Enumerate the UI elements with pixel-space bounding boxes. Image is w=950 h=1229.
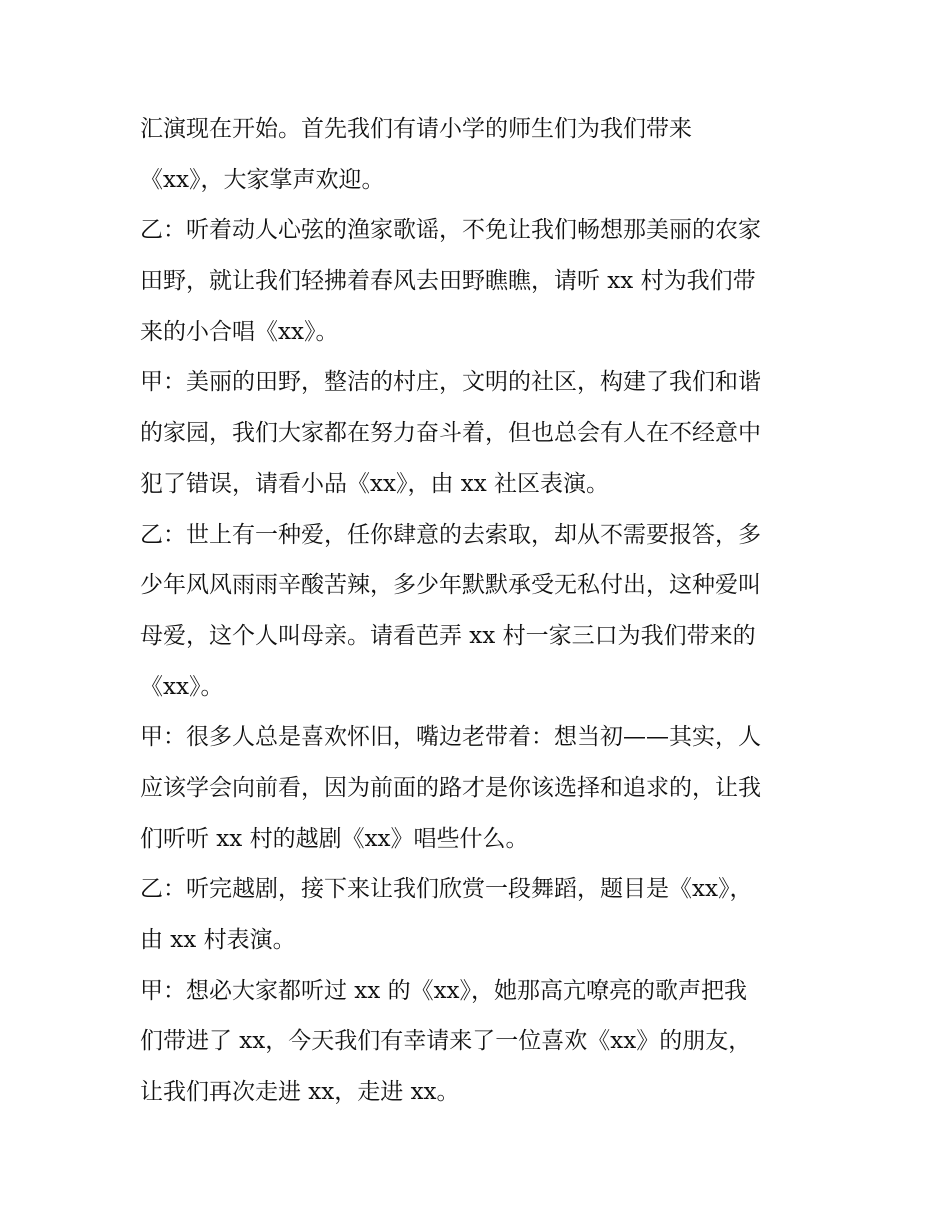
text-line: 乙：世上有一种爱，任你肆意的去索取，却从不需要报答，多	[140, 521, 761, 548]
text-line: 的家园，我们大家都在努力奋斗着，但也总会有人在不经意中	[140, 420, 761, 447]
text-line: 母爱，这个人叫母亲。请看芭弄 xx 村一家三口为我们带来的	[140, 622, 756, 649]
text-line: 犯了错误，请看小品《xx》，由 xx 社区表演。	[140, 470, 610, 497]
text-line: 乙：听完越剧，接下来让我们欣赏一段舞蹈，题目是《xx》，	[140, 876, 753, 903]
text-line: 应该学会向前看，因为前面的路才是你该选择和追求的，让我	[140, 774, 761, 801]
text-line: 们听听 xx 村的越剧《xx》唱些什么。	[140, 825, 529, 852]
text-line: 甲：美丽的田野，整洁的村庄，文明的社区，构建了我们和谐	[140, 369, 761, 396]
text-line: 《xx》。	[140, 673, 224, 700]
text-line: 乙：听着动人心弦的渔家歌谣，不免让我们畅想那美丽的农家	[140, 217, 761, 244]
text-line: 少年风风雨雨辛酸苦辣，多少年默默承受无私付出，这种爱叫	[140, 572, 761, 599]
text-line: 田野，就让我们轻拂着春风去田野瞧瞧，请听 xx 村为我们带	[140, 268, 756, 295]
text-line: 《xx》，大家掌声欢迎。	[140, 166, 385, 193]
text-line: 甲：很多人总是喜欢怀旧，嘴边老带着：想当初——其实，人	[140, 724, 761, 751]
script-text-block	[140, 104, 830, 1118]
text-line: 们带进了 xx，今天我们有幸请来了一位喜欢《xx》的朋友，	[140, 1028, 752, 1055]
text-line: 由 xx 村表演。	[140, 927, 296, 953]
text-line: 甲：想必大家都听过 xx 的《xx》，她那高亢嘹亮的歌声把我	[140, 977, 748, 1004]
text-line: 让我们再次走进 xx，走进 xx。	[140, 1079, 460, 1106]
text-line: 汇演现在开始。首先我们有请小学的师生们为我们带来	[140, 116, 692, 142]
text-line: 来的小合唱《xx》。	[140, 318, 339, 345]
